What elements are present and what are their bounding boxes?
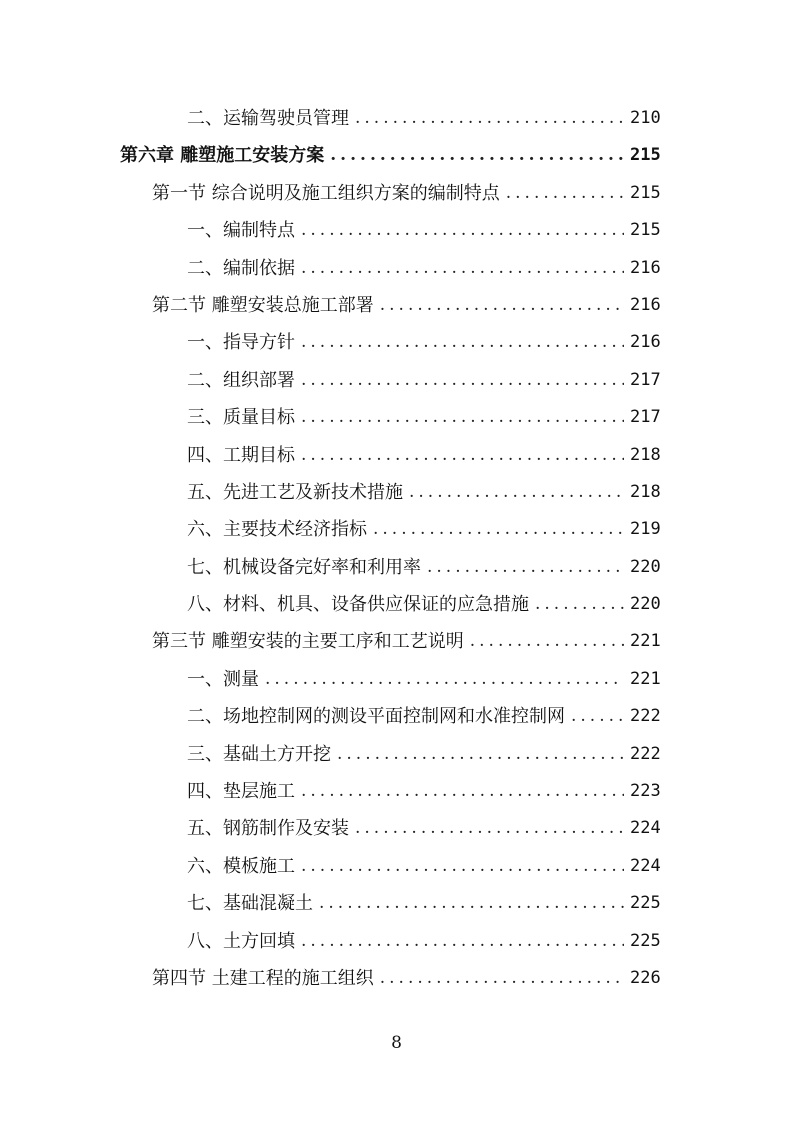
toc-entry-title: 二、运输驾驶员管理 <box>187 108 349 129</box>
toc-entry[interactable] <box>0 212 793 249</box>
toc-entry-page: 215 <box>630 220 661 241</box>
toc-entry-title: 七、机械设备完好率和利用率 <box>187 556 421 578</box>
toc-leader-dots <box>355 810 624 847</box>
toc-entry-page: 221 <box>630 668 661 689</box>
toc-entry-title: 第一节 综合说明及施工组织方案的编制特点 <box>152 182 500 204</box>
toc-entry-title: 二、编制依据 <box>187 257 295 279</box>
toc-entry-title: 四、工期目标 <box>187 444 295 466</box>
toc-entry[interactable] <box>0 324 793 361</box>
toc-leader-dots <box>301 848 624 885</box>
toc-leader-dots <box>571 698 624 735</box>
toc-entry-title: 一、测量 <box>187 668 259 690</box>
toc-entry[interactable] <box>0 736 793 773</box>
toc-entry-title: 八、土方回填 <box>187 930 295 952</box>
toc-leader-dots <box>319 885 624 922</box>
toc-chapter-entry[interactable] <box>0 137 793 174</box>
toc-entry-title: 第六章 雕塑施工安装方案 <box>120 145 325 167</box>
toc-entry[interactable] <box>0 923 793 960</box>
toc-entry-title: 三、基础土方开挖 <box>187 743 331 765</box>
toc-entry[interactable] <box>0 848 793 885</box>
toc-leader-dots <box>337 736 624 773</box>
toc-leader-dots <box>301 437 624 474</box>
toc-entry[interactable] <box>0 437 793 474</box>
toc-entry-title: 第四节 土建工程的施工组织 <box>152 967 374 989</box>
toc-entry-title: 第三节 雕塑安装的主要工序和工艺说明 <box>152 631 464 653</box>
toc-entry-page: 220 <box>630 556 661 577</box>
toc-entry-page: 222 <box>630 743 661 764</box>
toc-entry-page: 221 <box>630 631 661 652</box>
toc-entry-title: 一、指导方针 <box>187 332 295 354</box>
toc-leader-dots <box>470 623 624 660</box>
toc-leader-dots <box>380 960 624 997</box>
toc-leader-dots <box>427 549 624 586</box>
toc-entry-title: 五、钢筋制作及安装 <box>187 818 349 840</box>
toc-entry-title: 八、材料、机具、设备供应保证的应急措施 <box>187 594 529 616</box>
toc-entry-page: 223 <box>630 781 661 802</box>
toc-entry-title: 五、先进工艺及新技术措施 <box>187 481 403 503</box>
toc-entry-page: 222 <box>630 706 661 727</box>
toc-entry-page: 224 <box>630 855 661 876</box>
toc-leader-dots <box>301 250 624 287</box>
toc-entry-title: 二、场地控制网的测设平面控制网和水准控制网 <box>187 706 565 728</box>
page-number: 8 <box>391 1033 402 1053</box>
table-of-contents <box>0 100 793 997</box>
toc-section-entry[interactable] <box>0 287 793 324</box>
toc-section-entry[interactable] <box>0 623 793 660</box>
toc-leader-dots <box>409 474 624 511</box>
toc-entry[interactable] <box>0 100 793 137</box>
toc-entry[interactable] <box>0 810 793 847</box>
toc-entry-title: 一、编制特点 <box>187 220 295 242</box>
toc-entry-page: 210 <box>630 108 661 128</box>
toc-section-entry[interactable] <box>0 175 793 212</box>
toc-leader-dots <box>301 399 624 436</box>
toc-leader-dots <box>301 212 624 249</box>
toc-leader-dots <box>301 773 624 810</box>
toc-entry-page: 215 <box>630 145 661 166</box>
toc-entry-page: 217 <box>630 369 661 390</box>
toc-entry[interactable] <box>0 586 793 623</box>
toc-entry-title: 六、模板施工 <box>187 855 295 877</box>
toc-entry-page: 225 <box>630 893 661 914</box>
toc-leader-dots <box>355 100 624 137</box>
toc-entry[interactable] <box>0 661 793 698</box>
toc-leader-dots <box>330 137 624 174</box>
toc-leader-dots <box>301 923 624 960</box>
toc-entry-page: 226 <box>630 967 661 988</box>
toc-entry-page: 216 <box>630 332 661 353</box>
toc-entry[interactable] <box>0 773 793 810</box>
toc-entry-title: 四、垫层施工 <box>187 781 295 803</box>
toc-entry-page: 218 <box>630 481 661 502</box>
toc-entry-page: 224 <box>630 818 661 839</box>
toc-leader-dots <box>301 324 624 361</box>
toc-entry-page: 215 <box>630 182 661 203</box>
toc-leader-dots <box>373 511 624 548</box>
toc-entry[interactable] <box>0 549 793 586</box>
toc-entry-title: 七、基础混凝土 <box>187 893 313 915</box>
toc-entry-page: 217 <box>630 407 661 428</box>
toc-entry-page: 220 <box>630 594 661 615</box>
toc-entry-page: 216 <box>630 257 661 278</box>
toc-entry[interactable] <box>0 474 793 511</box>
toc-entry-page: 218 <box>630 444 661 465</box>
toc-entry-page: 219 <box>630 519 661 540</box>
toc-leader-dots <box>265 661 624 698</box>
toc-entry[interactable] <box>0 698 793 735</box>
toc-leader-dots <box>380 287 624 324</box>
toc-entry-title: 三、质量目标 <box>187 407 295 429</box>
toc-entry-title: 第二节 雕塑安装总施工部署 <box>152 294 374 316</box>
toc-entry[interactable] <box>0 511 793 548</box>
toc-section-entry[interactable] <box>0 960 793 997</box>
toc-entry-page: 225 <box>630 930 661 951</box>
toc-leader-dots <box>301 362 624 399</box>
toc-entry-title: 六、主要技术经济指标 <box>187 519 367 541</box>
toc-entry-page: 216 <box>630 294 661 315</box>
toc-leader-dots <box>535 586 624 623</box>
toc-entry[interactable] <box>0 250 793 287</box>
toc-entry-title: 二、组织部署 <box>187 369 295 391</box>
toc-leader-dots <box>506 175 624 212</box>
toc-entry[interactable] <box>0 885 793 922</box>
toc-entry[interactable] <box>0 362 793 399</box>
toc-entry[interactable] <box>0 399 793 436</box>
